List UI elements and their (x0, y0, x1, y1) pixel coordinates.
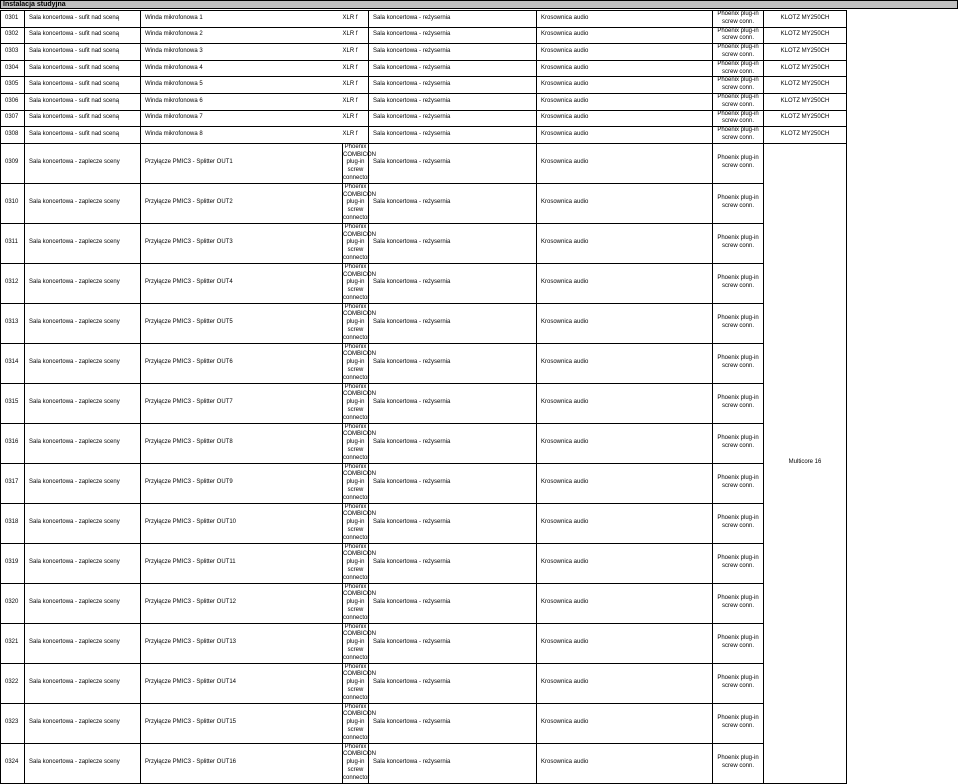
empty-cell (847, 463, 959, 503)
cell-from-location: Sala koncertowa - sufit nad sceną (25, 44, 141, 61)
cell-to-connector: Phoenix plug-in screw conn. (713, 703, 764, 743)
table-row (1, 127, 959, 144)
cell-id: 0305 (1, 77, 25, 94)
cell-from-point: Przyłącze PMIC3 - Splitter OUT11 (141, 543, 310, 583)
empty-cell (847, 663, 959, 703)
cell-from-connector: XLR f (343, 127, 369, 144)
table-row (1, 143, 959, 183)
cell-to-location: Sala koncertowa - reżysernia (369, 183, 537, 223)
cell-cable: KLOTZ MY250CH (764, 60, 847, 77)
spacer-cell (310, 44, 343, 61)
cell-to-connector: Phoenix plug-in screw conn. (713, 44, 764, 61)
table-row (1, 77, 959, 94)
cell-to-point: Krosownica audio (537, 423, 713, 463)
cell-id: 0306 (1, 93, 25, 110)
spacer-cell (310, 11, 343, 28)
cell-from-point: Winda mikrofonowa 7 (141, 110, 310, 127)
spacer-cell (310, 93, 343, 110)
cell-to-location: Sala koncertowa - reżysernia (369, 93, 537, 110)
table-row (1, 11, 959, 28)
cell-id: 0324 (1, 743, 25, 783)
cell-from-connector: Phoenix COMBICON plug-in screw connector (343, 703, 369, 743)
empty-cell (847, 93, 959, 110)
cell-to-point: Krosownica audio (537, 703, 713, 743)
empty-cell (847, 110, 959, 127)
cell-to-point: Krosownica audio (537, 143, 713, 183)
cell-to-location: Sala koncertowa - reżysernia (369, 583, 537, 623)
spacer-cell (310, 743, 343, 783)
cell-id: 0314 (1, 343, 25, 383)
cell-to-location: Sala koncertowa - reżysernia (369, 663, 537, 703)
cell-from-connector: Phoenix COMBICON plug-in screw connector (343, 663, 369, 703)
cell-id: 0302 (1, 27, 25, 44)
cell-from-connector: Phoenix COMBICON plug-in screw connector (343, 263, 369, 303)
cell-from-point: Przyłącze PMIC3 - Splitter OUT15 (141, 703, 310, 743)
cell-to-point: Krosownica audio (537, 583, 713, 623)
cell-to-location: Sala koncertowa - reżysernia (369, 127, 537, 144)
cell-to-connector: Phoenix plug-in screw conn. (713, 263, 764, 303)
cell-from-location: Sala koncertowa - sufit nad sceną (25, 77, 141, 94)
cell-to-location: Sala koncertowa - reżysernia (369, 263, 537, 303)
cell-to-point: Krosownica audio (537, 77, 713, 94)
cell-to-connector: Phoenix plug-in screw conn. (713, 543, 764, 583)
spacer-cell (310, 60, 343, 77)
empty-cell (847, 77, 959, 94)
empty-cell (847, 423, 959, 463)
cell-to-connector: Phoenix plug-in screw conn. (713, 143, 764, 183)
cell-id: 0313 (1, 303, 25, 343)
cell-from-point: Przyłącze PMIC3 - Splitter OUT2 (141, 183, 310, 223)
spacer-cell (310, 27, 343, 44)
cell-cable: KLOTZ MY250CH (764, 127, 847, 144)
spacer-cell (310, 143, 343, 183)
cell-to-location: Sala koncertowa - reżysernia (369, 543, 537, 583)
empty-cell (847, 27, 959, 44)
cell-from-connector: Phoenix COMBICON plug-in screw connector (343, 223, 369, 263)
cell-to-point: Krosownica audio (537, 303, 713, 343)
cell-from-location: Sala koncertowa - zaplecze sceny (25, 223, 141, 263)
spacer-cell (310, 223, 343, 263)
cell-to-connector: Phoenix plug-in screw conn. (713, 183, 764, 223)
spacer-cell (310, 583, 343, 623)
cell-to-point: Krosownica audio (537, 223, 713, 263)
cell-from-connector: XLR f (343, 110, 369, 127)
cell-from-connector: Phoenix COMBICON plug-in screw connector (343, 623, 369, 663)
cell-to-location: Sala koncertowa - reżysernia (369, 703, 537, 743)
cell-to-connector: Phoenix plug-in screw conn. (713, 583, 764, 623)
cell-to-location: Sala koncertowa - reżysernia (369, 223, 537, 263)
cell-from-connector: Phoenix COMBICON plug-in screw connector (343, 423, 369, 463)
cell-id: 0322 (1, 663, 25, 703)
cell-id: 0310 (1, 183, 25, 223)
cell-from-location: Sala koncertowa - zaplecze sceny (25, 143, 141, 183)
cell-to-location: Sala koncertowa - reżysernia (369, 463, 537, 503)
cell-id: 0318 (1, 503, 25, 543)
cell-to-location: Sala koncertowa - reżysernia (369, 743, 537, 783)
cell-id: 0316 (1, 423, 25, 463)
cell-to-connector: Phoenix plug-in screw conn. (713, 127, 764, 144)
cell-cable: KLOTZ MY250CH (764, 44, 847, 61)
cell-from-point: Przyłącze PMIC3 - Splitter OUT14 (141, 663, 310, 703)
cell-to-point: Krosownica audio (537, 263, 713, 303)
cell-to-connector: Phoenix plug-in screw conn. (713, 623, 764, 663)
cell-from-location: Sala koncertowa - sufit nad sceną (25, 110, 141, 127)
cell-id: 0311 (1, 223, 25, 263)
cell-to-connector: Phoenix plug-in screw conn. (713, 663, 764, 703)
cell-to-connector: Phoenix plug-in screw conn. (713, 93, 764, 110)
cell-to-point: Krosownica audio (537, 44, 713, 61)
cell-from-point: Przyłącze PMIC3 - Splitter OUT8 (141, 423, 310, 463)
cell-from-point: Przyłącze PMIC3 - Splitter OUT9 (141, 463, 310, 503)
cell-from-connector: Phoenix COMBICON plug-in screw connector (343, 383, 369, 423)
cell-to-point: Krosownica audio (537, 663, 713, 703)
empty-cell (847, 60, 959, 77)
cell-to-point: Krosownica audio (537, 93, 713, 110)
spacer-cell (310, 623, 343, 663)
cell-from-connector: Phoenix COMBICON plug-in screw connector (343, 503, 369, 543)
cell-id: 0303 (1, 44, 25, 61)
empty-cell (847, 127, 959, 144)
table-row (1, 93, 959, 110)
cell-from-location: Sala koncertowa - zaplecze sceny (25, 663, 141, 703)
spacer-cell (310, 703, 343, 743)
cell-from-location: Sala koncertowa - sufit nad sceną (25, 127, 141, 144)
empty-cell (847, 383, 959, 423)
cell-from-location: Sala koncertowa - zaplecze sceny (25, 543, 141, 583)
cell-to-connector: Phoenix plug-in screw conn. (713, 303, 764, 343)
cell-to-location: Sala koncertowa - reżysernia (369, 343, 537, 383)
cell-id: 0319 (1, 543, 25, 583)
cell-cable: KLOTZ MY250CH (764, 77, 847, 94)
empty-cell (847, 623, 959, 663)
empty-cell (847, 543, 959, 583)
cell-from-location: Sala koncertowa - zaplecze sceny (25, 743, 141, 783)
cell-from-connector: XLR f (343, 60, 369, 77)
spacer-cell (310, 463, 343, 503)
cell-from-connector: XLR f (343, 93, 369, 110)
cell-from-connector: Phoenix COMBICON plug-in screw connector (343, 183, 369, 223)
cell-from-point: Przyłącze PMIC3 - Splitter OUT1 (141, 143, 310, 183)
cell-to-point: Krosownica audio (537, 127, 713, 144)
empty-cell (847, 743, 959, 783)
cell-cable: KLOTZ MY250CH (764, 110, 847, 127)
table-row (1, 44, 959, 61)
cell-to-connector: Phoenix plug-in screw conn. (713, 77, 764, 94)
cell-to-location: Sala koncertowa - reżysernia (369, 503, 537, 543)
cell-from-point: Przyłącze PMIC3 - Splitter OUT6 (141, 343, 310, 383)
cell-id: 0308 (1, 127, 25, 144)
cell-from-location: Sala koncertowa - zaplecze sceny (25, 303, 141, 343)
cable-table (0, 10, 959, 784)
table-body (1, 11, 959, 784)
cell-to-location: Sala koncertowa - reżysernia (369, 143, 537, 183)
cell-to-location: Sala koncertowa - reżysernia (369, 383, 537, 423)
cell-to-connector: Phoenix plug-in screw conn. (713, 423, 764, 463)
cell-from-connector: Phoenix COMBICON plug-in screw connector (343, 303, 369, 343)
cell-id: 0304 (1, 60, 25, 77)
cell-id: 0309 (1, 143, 25, 183)
cell-to-connector: Phoenix plug-in screw conn. (713, 503, 764, 543)
cell-cable: KLOTZ MY250CH (764, 27, 847, 44)
cell-to-location: Sala koncertowa - reżysernia (369, 11, 537, 28)
cell-from-point: Winda mikrofonowa 6 (141, 93, 310, 110)
cell-from-point: Winda mikrofonowa 1 (141, 11, 310, 28)
cell-from-point: Winda mikrofonowa 4 (141, 60, 310, 77)
cell-from-point: Przyłącze PMIC3 - Splitter OUT16 (141, 743, 310, 783)
cell-cable: KLOTZ MY250CH (764, 11, 847, 28)
spacer-cell (310, 423, 343, 463)
spacer-cell (310, 110, 343, 127)
empty-cell (847, 583, 959, 623)
cell-to-location: Sala koncertowa - reżysernia (369, 110, 537, 127)
cell-to-point: Krosownica audio (537, 503, 713, 543)
cell-from-location: Sala koncertowa - sufit nad sceną (25, 11, 141, 28)
cell-to-point: Krosownica audio (537, 343, 713, 383)
empty-cell (847, 303, 959, 343)
cell-from-location: Sala koncertowa - zaplecze sceny (25, 183, 141, 223)
cell-id: 0307 (1, 110, 25, 127)
cell-to-point: Krosownica audio (537, 11, 713, 28)
cell-to-point: Krosownica audio (537, 383, 713, 423)
cell-to-connector: Phoenix plug-in screw conn. (713, 11, 764, 28)
cell-to-point: Krosownica audio (537, 110, 713, 127)
cell-from-connector: Phoenix COMBICON plug-in screw connector (343, 543, 369, 583)
cell-id: 0312 (1, 263, 25, 303)
cell-from-location: Sala koncertowa - zaplecze sceny (25, 583, 141, 623)
spacer-cell (310, 543, 343, 583)
cell-to-point: Krosownica audio (537, 183, 713, 223)
empty-cell (847, 223, 959, 263)
cell-from-connector: Phoenix COMBICON plug-in screw connector (343, 583, 369, 623)
cell-from-location: Sala koncertowa - sufit nad sceną (25, 27, 141, 44)
cell-from-location: Sala koncertowa - zaplecze sceny (25, 343, 141, 383)
cell-from-connector: Phoenix COMBICON plug-in screw connector (343, 143, 369, 183)
cell-to-location: Sala koncertowa - reżysernia (369, 60, 537, 77)
cell-to-location: Sala koncertowa - reżysernia (369, 303, 537, 343)
spacer-cell (310, 663, 343, 703)
cell-to-location: Sala koncertowa - reżysernia (369, 27, 537, 44)
cell-from-point: Przyłącze PMIC3 - Splitter OUT10 (141, 503, 310, 543)
cell-to-connector: Phoenix plug-in screw conn. (713, 110, 764, 127)
multicore-cell: Multicore 16 (764, 143, 847, 783)
cell-from-connector: Phoenix COMBICON plug-in screw connector (343, 463, 369, 503)
cell-from-location: Sala koncertowa - sufit nad sceną (25, 60, 141, 77)
cell-to-connector: Phoenix plug-in screw conn. (713, 343, 764, 383)
cell-to-connector: Phoenix plug-in screw conn. (713, 223, 764, 263)
spacer-cell (310, 503, 343, 543)
cell-from-connector: XLR f (343, 44, 369, 61)
cell-from-location: Sala koncertowa - zaplecze sceny (25, 703, 141, 743)
cell-to-connector: Phoenix plug-in screw conn. (713, 60, 764, 77)
cell-to-location: Sala koncertowa - reżysernia (369, 44, 537, 61)
cell-to-point: Krosownica audio (537, 543, 713, 583)
empty-cell (847, 11, 959, 28)
cell-from-point: Przyłącze PMIC3 - Splitter OUT7 (141, 383, 310, 423)
cell-to-connector: Phoenix plug-in screw conn. (713, 743, 764, 783)
cell-id: 0315 (1, 383, 25, 423)
spacer-cell (310, 183, 343, 223)
cell-from-location: Sala koncertowa - zaplecze sceny (25, 463, 141, 503)
cell-from-connector: XLR f (343, 77, 369, 94)
cell-to-connector: Phoenix plug-in screw conn. (713, 27, 764, 44)
cell-id: 0321 (1, 623, 25, 663)
table-row (1, 110, 959, 127)
cell-from-connector: XLR f (343, 11, 369, 28)
cell-from-location: Sala koncertowa - zaplecze sceny (25, 383, 141, 423)
table-row (1, 27, 959, 44)
cell-id: 0320 (1, 583, 25, 623)
empty-cell (847, 703, 959, 743)
cell-from-point: Przyłącze PMIC3 - Splitter OUT4 (141, 263, 310, 303)
spacer-cell (310, 77, 343, 94)
empty-cell (847, 143, 959, 183)
cell-from-point: Winda mikrofonowa 8 (141, 127, 310, 144)
cell-to-location: Sala koncertowa - reżysernia (369, 623, 537, 663)
empty-cell (847, 183, 959, 223)
cell-from-point: Przyłącze PMIC3 - Splitter OUT5 (141, 303, 310, 343)
cell-from-connector: XLR f (343, 27, 369, 44)
cell-id: 0301 (1, 11, 25, 28)
empty-cell (847, 44, 959, 61)
empty-cell (847, 343, 959, 383)
cell-from-point: Przyłącze PMIC3 - Splitter OUT13 (141, 623, 310, 663)
cell-to-location: Sala koncertowa - reżysernia (369, 423, 537, 463)
cell-to-connector: Phoenix plug-in screw conn. (713, 463, 764, 503)
cell-from-location: Sala koncertowa - zaplecze sceny (25, 423, 141, 463)
cell-to-connector: Phoenix plug-in screw conn. (713, 383, 764, 423)
cell-to-point: Krosownica audio (537, 623, 713, 663)
cell-from-location: Sala koncertowa - sufit nad sceną (25, 93, 141, 110)
cell-from-connector: Phoenix COMBICON plug-in screw connector (343, 743, 369, 783)
cell-from-point: Winda mikrofonowa 2 (141, 27, 310, 44)
cell-from-connector: Phoenix COMBICON plug-in screw connector (343, 343, 369, 383)
cell-id: 0317 (1, 463, 25, 503)
spacer-cell (310, 343, 343, 383)
empty-cell (847, 503, 959, 543)
empty-cell (847, 263, 959, 303)
table-row (1, 60, 959, 77)
cell-to-point: Krosownica audio (537, 463, 713, 503)
cell-from-point: Przyłącze PMIC3 - Splitter OUT3 (141, 223, 310, 263)
cell-cable: KLOTZ MY250CH (764, 93, 847, 110)
cell-from-location: Sala koncertowa - zaplecze sceny (25, 263, 141, 303)
cell-from-point: Winda mikrofonowa 3 (141, 44, 310, 61)
cell-from-location: Sala koncertowa - zaplecze sceny (25, 623, 141, 663)
spacer-cell (310, 383, 343, 423)
cell-from-point: Winda mikrofonowa 5 (141, 77, 310, 94)
spacer-cell (310, 263, 343, 303)
cell-from-location: Sala koncertowa - zaplecze sceny (25, 503, 141, 543)
cell-id: 0323 (1, 703, 25, 743)
cell-to-point: Krosownica audio (537, 743, 713, 783)
cell-to-point: Krosownica audio (537, 27, 713, 44)
sheet-title: Instalacja studyjna (0, 0, 958, 9)
spacer-cell (310, 127, 343, 144)
spacer-cell (310, 303, 343, 343)
cell-to-location: Sala koncertowa - reżysernia (369, 77, 537, 94)
cell-from-point: Przyłącze PMIC3 - Splitter OUT12 (141, 583, 310, 623)
cell-to-point: Krosownica audio (537, 60, 713, 77)
